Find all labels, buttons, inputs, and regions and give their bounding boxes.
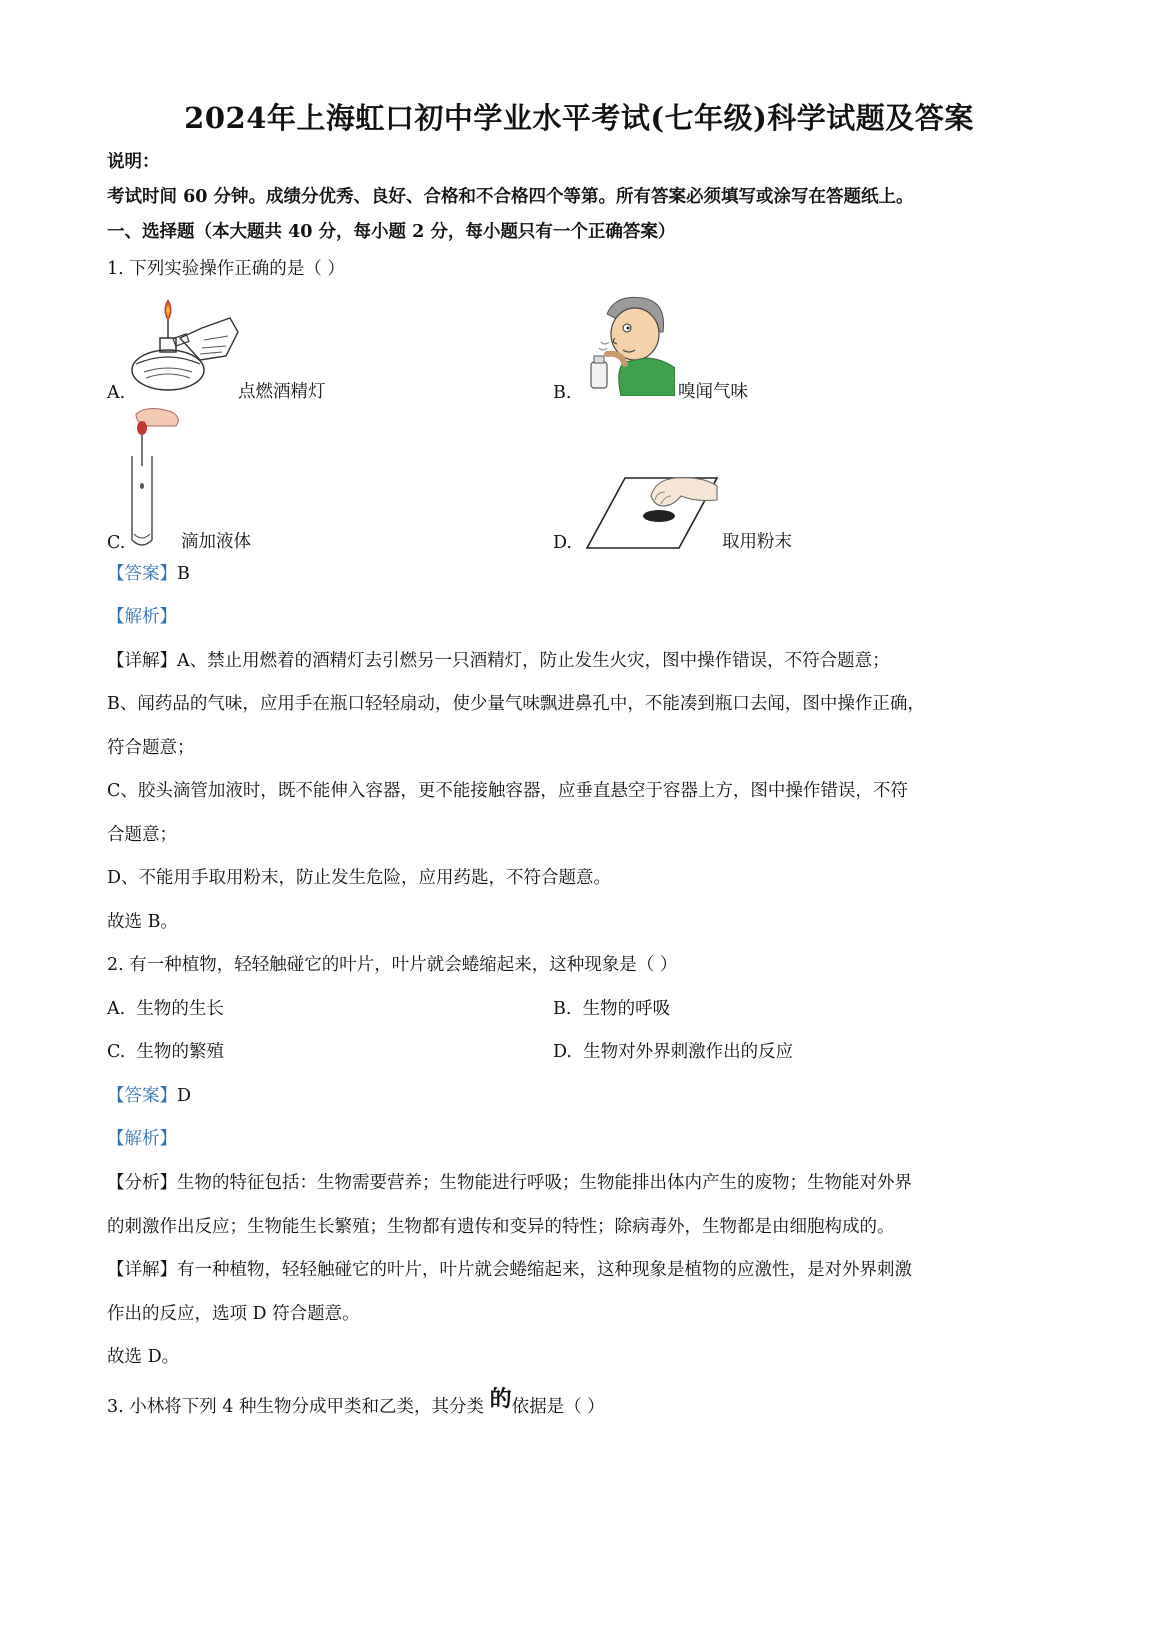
q2-option-d[interactable] bbox=[553, 1040, 793, 1064]
alcohol-lamp-illustration bbox=[130, 298, 242, 398]
answer-value: B bbox=[177, 564, 190, 584]
option-text: 生物对外界刺激作出的反应 bbox=[583, 1042, 794, 1062]
q1-option-a-text[interactable]: 点燃酒精灯 bbox=[238, 382, 326, 402]
q3-stem bbox=[107, 1386, 605, 1419]
option-letter: B. bbox=[553, 999, 572, 1019]
q2-option-a[interactable] bbox=[107, 997, 224, 1021]
answer-value: D bbox=[177, 1086, 192, 1106]
q2-option-c[interactable] bbox=[107, 1040, 224, 1064]
smelling-person-illustration bbox=[585, 292, 675, 396]
dropper-test-tube-illustration bbox=[128, 404, 188, 550]
option-text: 生物的繁殖 bbox=[136, 1042, 224, 1062]
q1-detail-line: 合题意； bbox=[107, 825, 177, 845]
q1-detail-line: 【详解】A、禁止用燃着的酒精灯去引燃另一只酒精灯，防止发生火灾，图中操作错误，不符合题意； bbox=[107, 651, 890, 671]
q3-stem-char: 的 bbox=[489, 1386, 512, 1412]
option-letter: C. bbox=[107, 1042, 126, 1062]
q1-analysis-label: 【解析】 bbox=[107, 607, 177, 627]
q2-conclusion: 故选 D。 bbox=[107, 1347, 180, 1367]
q1-conclusion: 故选 B。 bbox=[107, 912, 178, 932]
q1-option-c-letter[interactable]: C. bbox=[107, 533, 126, 553]
q2-analysis-line: 的刺激作出反应；生物能生长繁殖；生物都有遗传和变异的特性；除病毒外，生物都是由细胞构成的。 bbox=[107, 1217, 895, 1237]
q1-answer bbox=[107, 562, 190, 586]
answer-label: 【答案】 bbox=[107, 1086, 177, 1106]
q2-analysis-line: 【分析】生物的特征包括：生物需要营养；生物能进行呼吸；生物能排出体内产生的废物；生物能对外界 bbox=[107, 1173, 912, 1193]
q1-option-b-letter[interactable]: B. bbox=[553, 383, 572, 403]
q1-detail-line: 符合题意； bbox=[107, 738, 195, 758]
page-title: 2024年上海虹口初中学业水平考试(七年级)科学试题及答案 bbox=[184, 101, 974, 135]
q1-stem: 1. 下列实验操作正确的是（ ） bbox=[107, 259, 345, 279]
answer-label: 【答案】 bbox=[107, 564, 177, 584]
q1-detail-line: D、不能用手取用粉末，防止发生危险，应用药匙，不符合题意。 bbox=[107, 868, 612, 888]
q1-option-c-text[interactable]: 滴加液体 bbox=[181, 532, 251, 552]
intro-text: 考试时间 60 分钟。成绩分优秀、良好、合格和不合格四个等第。所有答案必须填写或涂写在答题纸上。 bbox=[107, 187, 914, 207]
hand-powder-illustration bbox=[585, 466, 721, 552]
q2-option-b[interactable] bbox=[553, 997, 670, 1021]
option-text: 生物的生长 bbox=[136, 999, 224, 1019]
q1-option-d-letter[interactable]: D. bbox=[553, 533, 572, 553]
option-letter: D. bbox=[553, 1042, 572, 1062]
q3-stem-end: 依据是（ ） bbox=[511, 1397, 605, 1417]
q2-stem: 2. 有一种植物，轻轻触碰它的叶片，叶片就会蜷缩起来，这种现象是（ ） bbox=[107, 955, 678, 975]
q2-analysis-line: 作出的反应，选项 D 符合题意。 bbox=[107, 1304, 360, 1324]
option-text: 生物的呼吸 bbox=[582, 999, 671, 1019]
q1-option-d-text[interactable]: 取用粉末 bbox=[722, 532, 792, 552]
section-heading: 一、选择题（本大题共 40 分，每小题 2 分，每小题只有一个正确答案） bbox=[107, 222, 676, 242]
q1-detail-line: C、胶头滴管加液时，既不能伸入容器，更不能接触容器，应垂直悬空于容器上方，图中操作错误，不符 bbox=[107, 781, 908, 801]
q2-analysis-label: 【解析】 bbox=[107, 1129, 177, 1149]
q2-analysis-line: 【详解】有一种植物，轻轻触碰它的叶片，叶片就会蜷缩起来，这种现象是植物的应激性，是对外界刺激 bbox=[107, 1260, 912, 1280]
option-letter: A. bbox=[107, 999, 126, 1019]
q3-stem-start: 3. 小林将下列 4 种生物分成甲类和乙类，其分类 bbox=[107, 1397, 490, 1417]
q1-option-a-letter[interactable]: A. bbox=[107, 383, 126, 403]
intro-label: 说明： bbox=[107, 152, 160, 172]
q1-detail-line: B、闻药品的气味，应用手在瓶口轻轻扇动，使少量气味飘进鼻孔中，不能凑到瓶口去闻，图中操作正确， bbox=[107, 694, 925, 714]
q1-option-b-text[interactable]: 嗅闻气味 bbox=[678, 382, 748, 402]
q2-answer bbox=[107, 1084, 191, 1108]
